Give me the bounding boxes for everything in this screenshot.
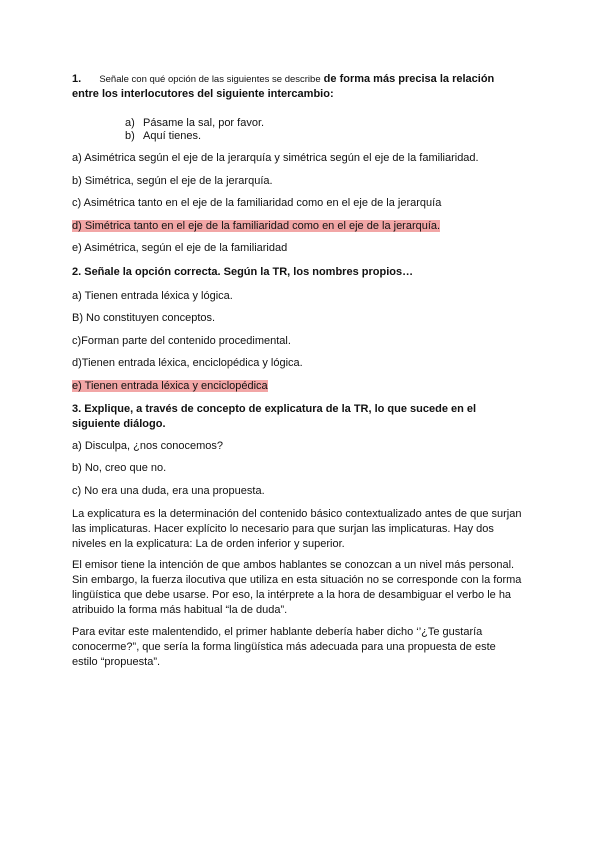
dialogue-letter: b) — [125, 130, 135, 142]
q3-title-line1: 3. Explique, a través de concepto de explicatura de la TR, lo que sucede en el — [72, 403, 477, 415]
q1-option-a: a) Asimétrica según el eje de la jerarquía y simétrica según el eje de la familiaridad. — [72, 152, 479, 164]
q1-heading-line1 — [72, 72, 494, 87]
q1-option-e: e) Asimétrica, según el eje de la familiaridad — [72, 242, 288, 254]
paragraph-line: estilo “propuesta”. — [72, 656, 161, 668]
q1-bold-line2: entre los interlocutores del siguiente intercambio: — [72, 88, 334, 100]
paragraph-line: El emisor tiene la intención de que ambos hablantes se conozcan a un nivel más personal. — [72, 559, 515, 571]
q2-option-c: c)Forman parte del contenido procedimental. — [72, 335, 291, 347]
paragraph-line: niveles en la explicatura: La de orden inferior y superior. — [72, 538, 345, 550]
q1-dialogue-b — [125, 129, 201, 143]
paragraph-line: atribuido la forma más habitual “la de duda”. — [72, 604, 288, 616]
dialogue-text: Pásame la sal, por favor. — [143, 117, 265, 129]
q1-number: 1. — [72, 73, 82, 85]
q1-option-c: c) Asimétrica tanto en el eje de la familiaridad como en el eje de la jerarquía — [72, 197, 442, 209]
q2-option-a: a) Tienen entrada léxica y lógica. — [72, 290, 233, 302]
paragraph-line: lingüística que debe usarse. Por eso, la intérprete a la hora de desambiguar el verbo le ha — [72, 589, 512, 601]
q3-paragraph-2 — [72, 558, 532, 618]
paragraph-line: conocerme?”, que sería la forma lingüística más adecuada para una propuesta de este — [72, 641, 496, 653]
q1-intro: Señale con qué opción de las siguientes se describe — [99, 74, 321, 85]
q2-title: 2. Señale la opción correcta. Según la TR, los nombres propios… — [72, 266, 414, 278]
dialogue-text: Aquí tienes. — [143, 130, 202, 142]
q3-dialogue-c: c) No era una duda, era una propuesta. — [72, 485, 265, 497]
paragraph-line: La explicatura es la determinación del contenido básico contextualizado antes de que surjan — [72, 508, 522, 520]
q2-option-e-highlighted — [72, 379, 268, 393]
paragraph-line: Sin embargo, la fuerza ilocutiva que utiliza en esta situación no se corresponde con la forma — [72, 574, 522, 586]
q1-option-d-highlighted — [72, 219, 440, 233]
dialogue-letter: a) — [125, 117, 135, 129]
q2-option-b: B) No constituyen conceptos. — [72, 312, 216, 324]
q1-option-b: b) Simétrica, según el eje de la jerarquía. — [72, 175, 273, 187]
q3-dialogue-b: b) No, creo que no. — [72, 462, 167, 474]
highlighted-answer: e) Tienen entrada léxica y enciclopédica — [72, 380, 268, 392]
q1-dialogue-a — [125, 116, 264, 130]
q3-paragraph-3 — [72, 625, 532, 670]
highlighted-answer: d) Simétrica tanto en el eje de la familiaridad como en el eje de la jerarquía. — [72, 220, 441, 232]
q3-title-line2: siguiente diálogo. — [72, 418, 166, 430]
q2-option-d: d)Tienen entrada léxica, enciclopédica y lógica. — [72, 357, 303, 369]
paragraph-line: Para evitar este malentendido, el primer hablante debería haber dicho ‘’¿Te gustaría — [72, 626, 483, 638]
q1-bold-line1: de forma más precisa la relación — [323, 73, 495, 85]
q3-dialogue-a: a) Disculpa, ¿nos conocemos? — [72, 440, 224, 452]
paragraph-line: las implicaturas. Hacer explícito lo necesario para que surjan las implicaturas. Hay dos — [72, 523, 494, 535]
q3-paragraph-1 — [72, 507, 532, 552]
